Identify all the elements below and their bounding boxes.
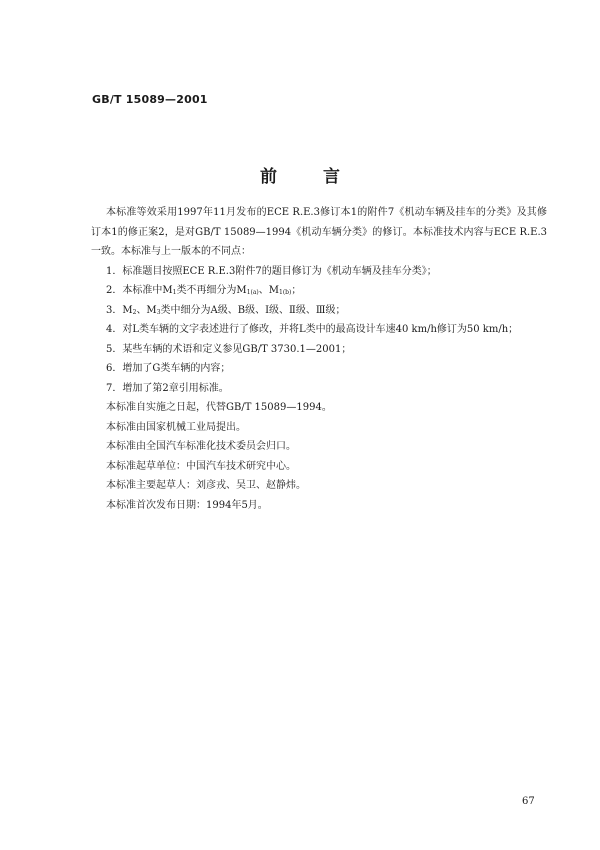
change-item-2-text: ； [291, 285, 302, 296]
subscript: 1(b) [279, 289, 292, 296]
change-item-6: 6．增加了G类车辆的内容； [106, 363, 231, 374]
change-item-3-text: 、M [136, 304, 157, 316]
proposed-by-statement: 本标准由国家机械工业局提出。 [106, 421, 246, 433]
drafting-unit-statement: 本标准起草单位：中国汽车技术研究中心。 [106, 460, 296, 472]
subscript: 3 [156, 308, 161, 316]
subscript: 1 [172, 289, 177, 296]
intro-paragraph: 本标准等效采用1997年11月发布的ECE R.E.3修订本1的附件7《机动车辆及挂车的分类》及其修订本1的修正案2，是对GB/T 15089—1994《机动车辆分类》的修订。本标准技术内容与ECE R.E.3一致。本标准与上一版本的不同点： [91, 207, 547, 257]
change-item-2-text: 类不再细分为M [176, 285, 247, 296]
change-item-2-text: 、M [258, 285, 280, 296]
first-issued-statement: 本标准首次发布日期：1994年5月。 [106, 499, 268, 511]
page-title: 前 言 [260, 167, 360, 187]
change-item-7: 7．增加了第2章引用标准。 [106, 382, 229, 394]
document-body [91, 203, 547, 515]
page-number: 67 [522, 796, 535, 807]
drafters-statement: 本标准主要起草人：刘彦戎、吴卫、赵静炜。 [106, 480, 306, 491]
change-item-3-text: 3．M [106, 304, 133, 316]
change-item-3-text: 类中细分为A级、B级、Ⅰ级、Ⅱ级、Ⅲ级； [160, 304, 346, 316]
subscript: 2 [132, 308, 137, 316]
change-item-3 [91, 301, 547, 321]
standard-code: GB/T 15089—2001 [92, 93, 208, 106]
change-item-5: 5．某些车辆的术语和定义参见GB/T 3730.1—2001； [106, 343, 352, 355]
change-item-2 [91, 281, 547, 301]
centralized-by-statement: 本标准由全国汽车标准化技术委员会归口。 [106, 441, 296, 452]
change-item-1: 1．标准题目按照ECE R.E.3附件7的题目修订为《机动车辆及挂车分类》； [106, 265, 437, 277]
change-item-4: 4．对L类车辆的文字表述进行了修改，并将L类中的最高设计车速40 km/h修订为50 km/h； [106, 324, 519, 335]
replaces-statement: 本标准自实施之日起，代替GB/T 15089—1994。 [106, 402, 332, 413]
subscript: 1(a) [246, 289, 259, 296]
change-item-2-text: 2．本标准中M [106, 285, 173, 296]
